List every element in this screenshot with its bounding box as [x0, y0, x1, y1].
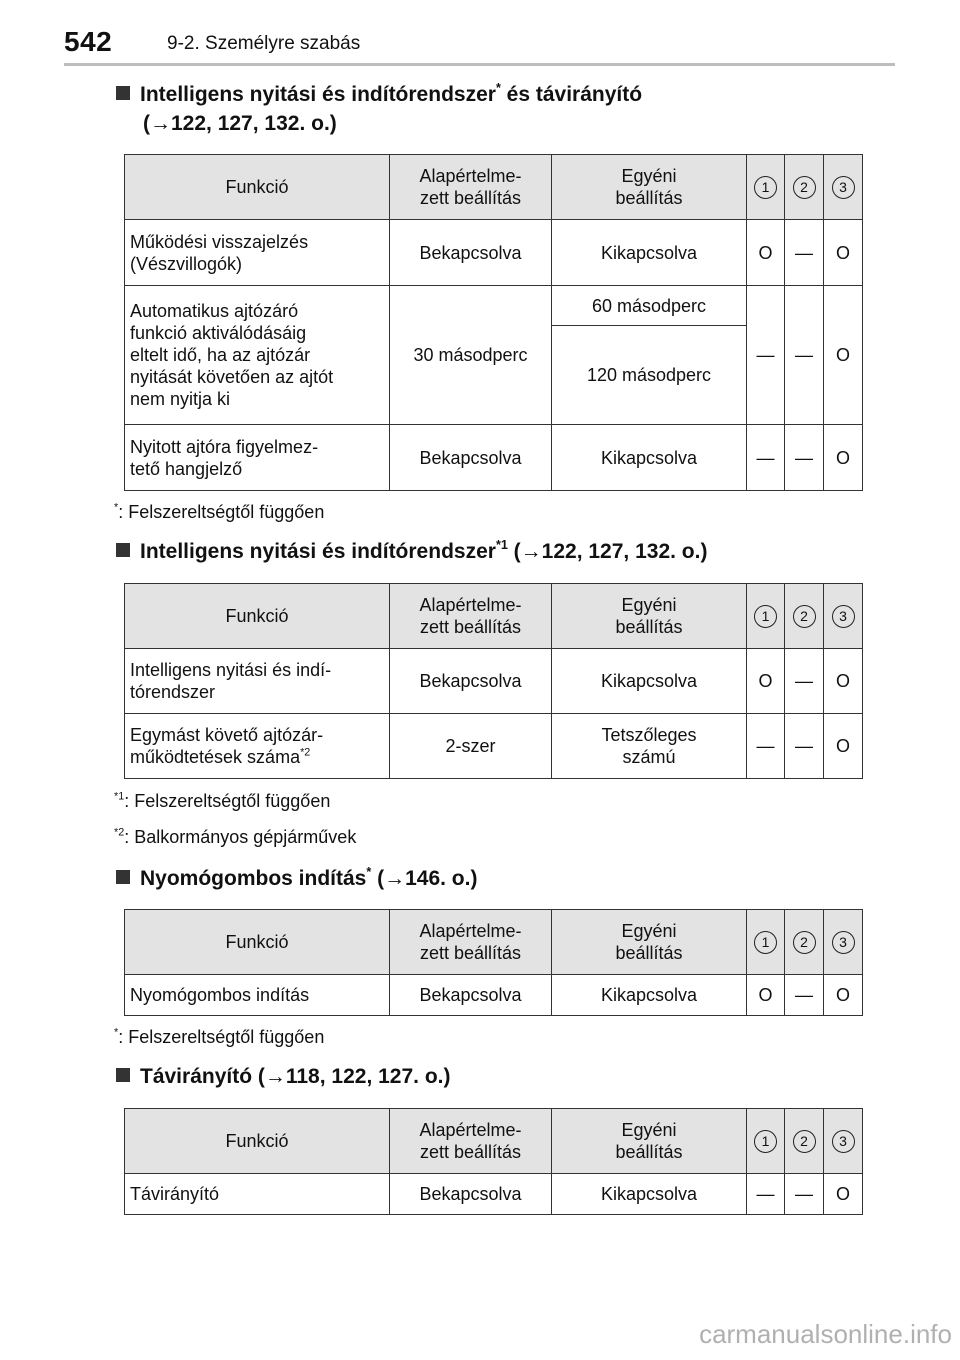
col-custom: Egyéni beállítás [552, 1109, 747, 1174]
bullet-square-icon [116, 86, 130, 100]
custom-cell: 60 másodperc [552, 286, 747, 326]
table-row: Egymást követő ajtózár- működtetések száma$^{*2}$ 2-szer Tetszőleges számú — — O [125, 714, 863, 779]
header-rule [64, 63, 895, 66]
table-row: Automatikus ajtózáró funkció aktiválódásáig eltelt idő, ha az ajtózár nyitását követően az ajtót nem nyitja ki 30 másodperc 60 másodperc — — O [125, 286, 863, 326]
custom-cell: Kikapcsolva [552, 975, 747, 1016]
function-cell: Automatikus ajtózáró funkció aktiválódásáig eltelt idő, ha az ajtózár nyitását követően az ajtót nem nyitja ki [125, 286, 390, 425]
col-function: Funkció [125, 155, 390, 220]
chapter-title: 9-2. Személyre szabás [167, 33, 361, 54]
table-row: Nyomógombos indítás Bekapcsolva Kikapcsolva O — O [125, 975, 863, 1016]
function-cell: Működési visszajelzés (Vészvillogók) [125, 220, 390, 286]
col-custom: Egyéni beállítás [552, 910, 747, 975]
bullet-square-icon [116, 543, 130, 557]
section-heading-2: Intelligens nyitási és indítórendszer$^{*1}$ (→122, 127, 132. o.) [116, 537, 707, 566]
col-default: Alapértelme- zett beállítás [390, 910, 552, 975]
col-default: Alapértelme- zett beállítás [390, 155, 552, 220]
default-cell: Bekapcsolva [390, 649, 552, 714]
col-function: Funkció [125, 1109, 390, 1174]
default-cell: 30 másodperc [390, 286, 552, 425]
custom-cell: Tetszőleges számú [552, 714, 747, 779]
table-row: Intelligens nyitási és indí- tórendszer Bekapcsolva Kikapcsolva O — O [125, 649, 863, 714]
col-method-1: 1 [747, 1109, 785, 1174]
footnote: $^{*1}$: Felszereltségtől függően [114, 790, 331, 811]
custom-cell: 120 másodperc [552, 326, 747, 425]
custom-cell: Kikapcsolva [552, 220, 747, 286]
function-cell: Egymást követő ajtózár- működtetések száma$^{*2}$ [125, 714, 390, 779]
footnote: *: Felszereltségtől függően [114, 501, 325, 522]
col-method-3: 3 [824, 910, 863, 975]
custom-cell: Kikapcsolva [552, 1174, 747, 1215]
col-method-2: 2 [785, 910, 824, 975]
page-number: 542 [64, 26, 113, 57]
settings-table-1 [124, 154, 863, 491]
col-method-1: 1 [747, 584, 785, 649]
default-cell: Bekapcsolva [390, 975, 552, 1016]
col-default: Alapértelme- zett beállítás [390, 1109, 552, 1174]
section-heading-3: Nyomógombos indítás* (→146. o.) [116, 864, 477, 893]
table-header-row [125, 910, 863, 975]
default-cell: Bekapcsolva [390, 1174, 552, 1215]
function-cell: Távirányító [125, 1174, 390, 1215]
bullet-square-icon [116, 870, 130, 884]
function-cell: Intelligens nyitási és indí- tórendszer [125, 649, 390, 714]
col-method-3: 3 [824, 155, 863, 220]
col-method-2: 2 [785, 1109, 824, 1174]
footnote: $^{*2}$: Balkormányos gépjárművek [114, 826, 357, 847]
default-cell: Bekapcsolva [390, 220, 552, 286]
watermark: carmanualsonline.info [699, 1319, 952, 1349]
col-function: Funkció [125, 584, 390, 649]
col-function: Funkció [125, 910, 390, 975]
col-method-2: 2 [785, 584, 824, 649]
col-custom: Egyéni beállítás [552, 584, 747, 649]
col-method-3: 3 [824, 1109, 863, 1174]
settings-table-2 [124, 583, 863, 779]
bullet-square-icon [116, 1068, 130, 1082]
footnote: *: Felszereltségtől függően [114, 1026, 325, 1047]
settings-table-3 [124, 909, 863, 1016]
default-cell: 2-szer [390, 714, 552, 779]
section-heading-1: Intelligens nyitási és indítórendszer* és távirányító (→122, 127, 132. o.) [116, 80, 642, 138]
col-method-1: 1 [747, 910, 785, 975]
table-header-row [125, 155, 863, 220]
table-header-row [125, 584, 863, 649]
custom-cell: Kikapcsolva [552, 649, 747, 714]
col-method-2: 2 [785, 155, 824, 220]
settings-table-4 [124, 1108, 863, 1215]
table-header-row [125, 1109, 863, 1174]
function-cell: Nyomógombos indítás [125, 975, 390, 1016]
table-row: Működési visszajelzés (Vészvillogók) Bekapcsolva Kikapcsolva O — O [125, 220, 863, 286]
table-row: Nyitott ajtóra figyelmez- tető hangjelző Bekapcsolva Kikapcsolva — — O [125, 425, 863, 491]
section-heading-4: Távirányító (→118, 122, 127. o.) [116, 1062, 450, 1091]
col-method-1: 1 [747, 155, 785, 220]
default-cell: Bekapcsolva [390, 425, 552, 491]
col-custom: Egyéni beállítás [552, 155, 747, 220]
col-default: Alapértelme- zett beállítás [390, 584, 552, 649]
custom-cell: Kikapcsolva [552, 425, 747, 491]
col-method-3: 3 [824, 584, 863, 649]
function-cell: Nyitott ajtóra figyelmez- tető hangjelző [125, 425, 390, 491]
table-row: Távirányító Bekapcsolva Kikapcsolva — — O [125, 1174, 863, 1215]
